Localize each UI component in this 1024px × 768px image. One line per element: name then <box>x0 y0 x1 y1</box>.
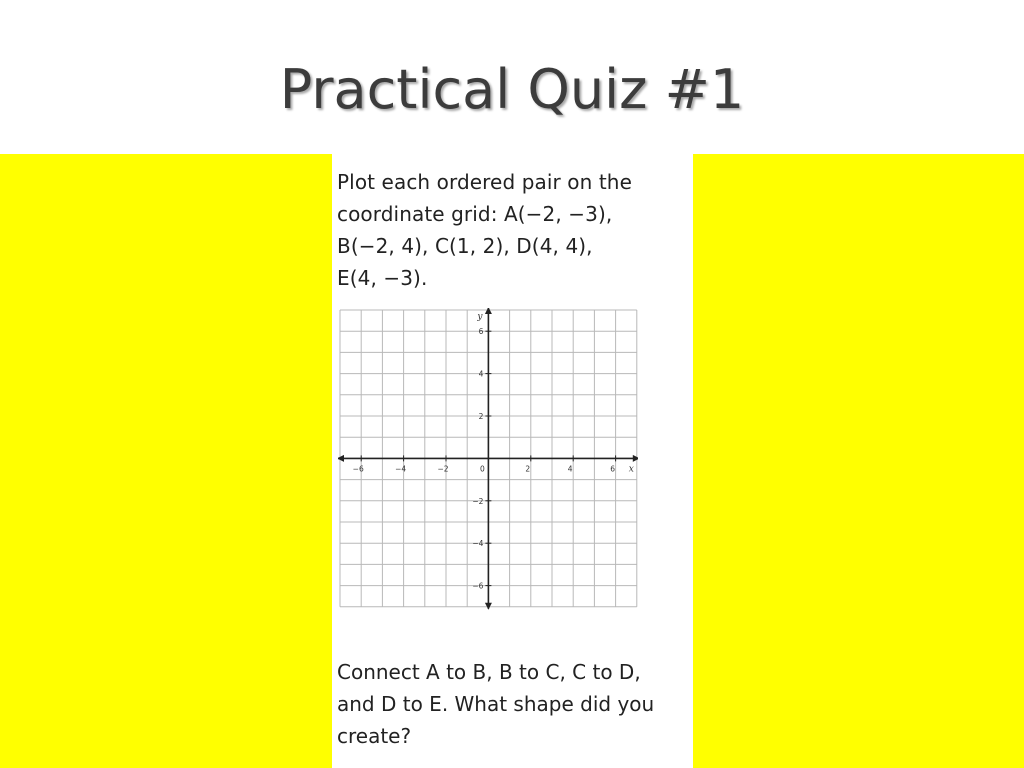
y-tick-label: −6 <box>472 581 484 591</box>
question-line: Connect A to B, B to C, C to D, <box>337 660 641 684</box>
instruction-line: coordinate grid: A(−2, −3), <box>337 202 613 226</box>
connect-question <box>337 656 691 752</box>
x-tick-label: −2 <box>437 464 449 474</box>
x-tick-label: 2 <box>525 464 531 474</box>
instruction-line: E(4, −3). <box>337 266 428 290</box>
plot-instructions <box>337 166 689 294</box>
x-axis-label: x <box>628 464 634 475</box>
y-tick-label: −4 <box>472 539 484 549</box>
x-tick-label: 4 <box>567 464 573 474</box>
y-tick-label: −2 <box>472 496 484 506</box>
x-axis-arrow-left <box>338 455 344 462</box>
question-line: create? <box>337 724 412 748</box>
slide-title: Practical Quiz #1 <box>279 58 745 121</box>
coordinate-grid[interactable] <box>338 308 638 636</box>
y-tick-label: 2 <box>478 412 484 421</box>
x-tick-label: −4 <box>395 464 407 474</box>
y-tick-label: 4 <box>478 369 484 379</box>
y-axis-label: y <box>477 312 483 322</box>
question-line: and D to E. What shape did you <box>337 692 655 716</box>
instruction-line: Plot each ordered pair on the <box>337 170 632 194</box>
x-tick-label: 0 <box>480 464 485 474</box>
x-tick-label: 6 <box>610 464 615 474</box>
coordinate-grid-svg[interactable] <box>338 308 638 636</box>
x-tick-label: −6 <box>352 464 364 474</box>
instruction-line: B(−2, 4), C(1, 2), D(4, 4), <box>337 234 593 258</box>
y-tick-label: 6 <box>478 327 484 337</box>
y-axis-arrow-up <box>485 308 492 314</box>
worksheet-card <box>332 154 693 768</box>
